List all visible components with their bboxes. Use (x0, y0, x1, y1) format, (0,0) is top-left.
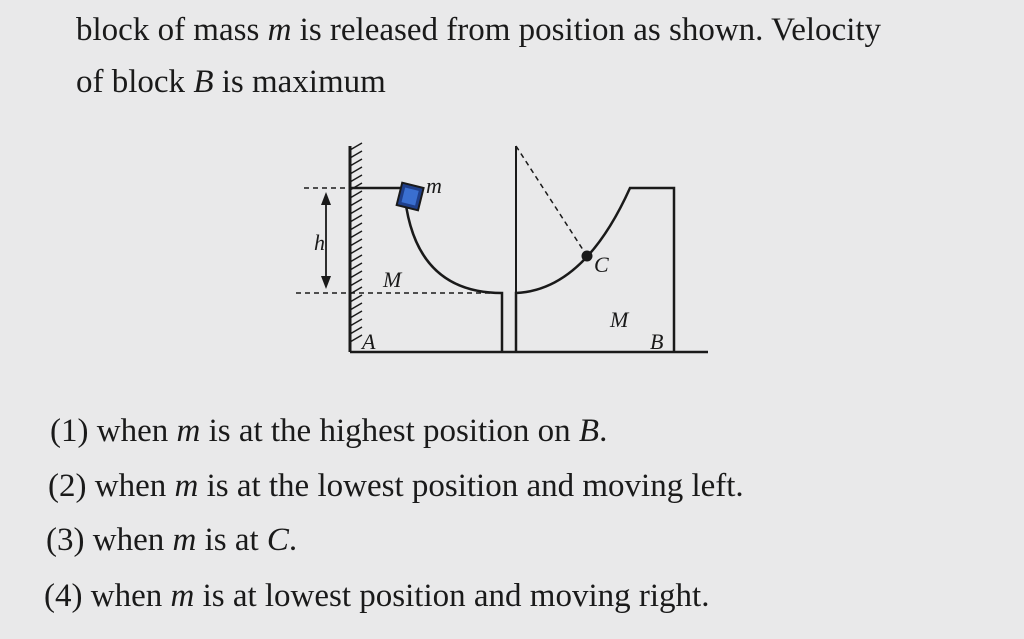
option-text: when (86, 468, 175, 504)
variable-C: C (266, 522, 289, 558)
hatch-mark (350, 143, 362, 150)
option-1 (50, 415, 607, 448)
option-text: is at (196, 522, 267, 558)
hatch-mark (350, 255, 362, 262)
hatch-mark (350, 191, 362, 198)
question-text: is maximum (213, 64, 386, 100)
hatch-mark (350, 239, 362, 246)
hatch-mark (350, 223, 362, 230)
option-text: is at lowest position and moving right. (194, 578, 710, 614)
question-text: is released from position as shown. Velocity (291, 12, 882, 48)
option-number: (1) (50, 413, 89, 449)
height-arrow-up-icon (321, 192, 331, 205)
variable-B: B (578, 413, 600, 449)
hatch-mark (350, 311, 362, 318)
question-line-2 (76, 66, 386, 99)
hatch-mark (350, 247, 362, 254)
hatch-mark (350, 231, 362, 238)
hatch-mark (350, 167, 362, 174)
hatch-mark (350, 271, 362, 278)
option-text: is at the lowest position and moving left. (198, 468, 744, 504)
block-a-outline (350, 188, 502, 352)
hatch-mark (350, 199, 362, 206)
question-text: block of mass (76, 12, 268, 48)
option-text: when (88, 413, 177, 449)
variable-B: B (193, 64, 214, 100)
option-3 (46, 524, 297, 557)
option-text: when (82, 578, 171, 614)
hatch-mark (350, 335, 362, 342)
hatch-mark (350, 207, 362, 214)
option-2 (48, 470, 744, 503)
wall-hatching (350, 143, 362, 342)
hatch-mark (350, 319, 362, 326)
hatch-mark (350, 327, 362, 334)
label-b: B (650, 329, 664, 354)
variable-m: m (176, 413, 201, 449)
option-text: . (599, 413, 608, 449)
option-number: (3) (46, 522, 85, 558)
option-text: is at the highest position on (200, 413, 579, 449)
variable-m: m (172, 522, 197, 558)
option-text: . (288, 522, 298, 558)
point-c-dot (582, 251, 593, 262)
option-number: (2) (48, 468, 87, 504)
label-m: m (426, 173, 442, 198)
hatch-mark (350, 151, 362, 158)
hatch-mark (350, 279, 362, 286)
hatch-mark (350, 303, 362, 310)
mass-block-m (397, 183, 424, 211)
label-c: C (594, 252, 609, 277)
option-text: when (84, 522, 173, 558)
hatch-mark (350, 263, 362, 270)
option-4 (44, 580, 709, 613)
physics-diagram (290, 138, 720, 368)
option-number: (4) (44, 578, 83, 614)
block-b-notch-dashed (516, 146, 587, 256)
question-text: of block (76, 64, 194, 100)
variable-m: m (174, 468, 199, 504)
variable-m: m (267, 12, 292, 48)
height-arrow-down-icon (321, 276, 331, 289)
hatch-mark (350, 159, 362, 166)
label-h: h (314, 230, 325, 255)
label-m-block-a: M (383, 267, 402, 292)
label-m-block-b: M (610, 307, 629, 332)
label-a: A (362, 329, 376, 354)
variable-m: m (170, 578, 195, 614)
question-line-1 (76, 14, 881, 47)
hatch-mark (350, 215, 362, 222)
hatch-mark (350, 295, 362, 302)
hatch-mark (350, 175, 362, 182)
